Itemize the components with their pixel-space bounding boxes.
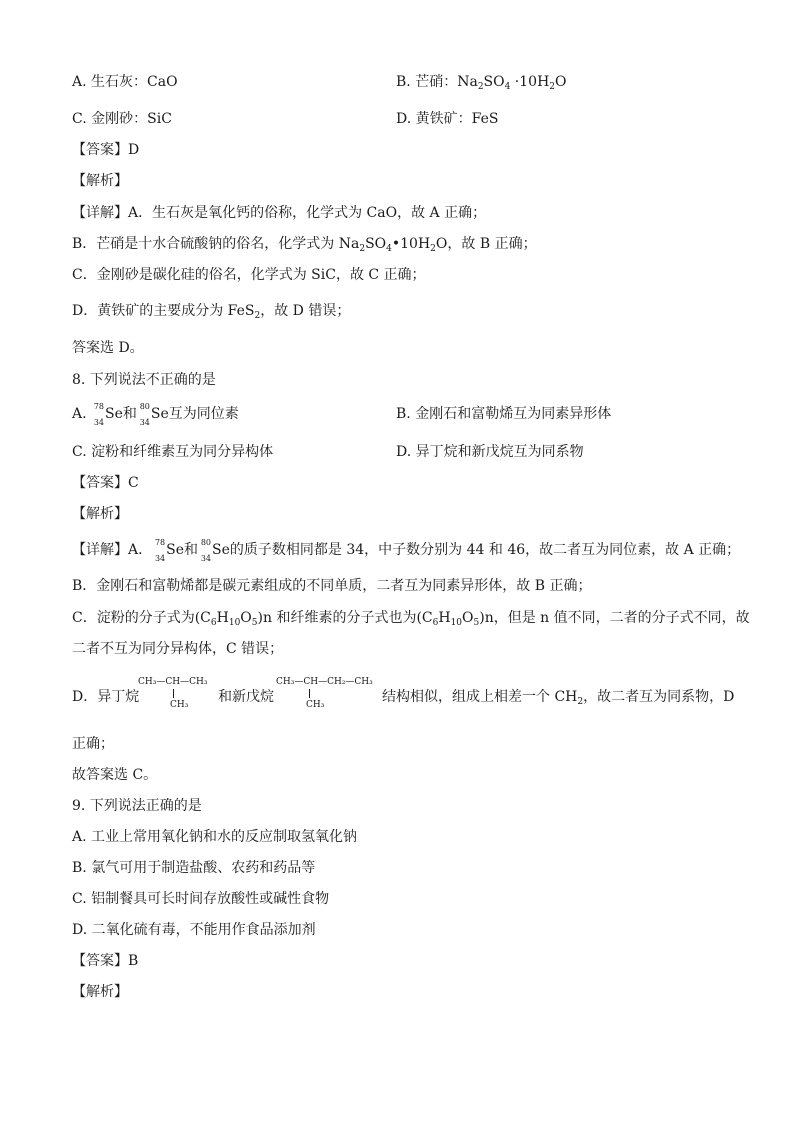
- q8-detail-c-line2: 二者不互为同分异构体，C 错误；: [72, 641, 284, 657]
- q7-option-c: C. 金刚砂：SiC: [72, 111, 172, 127]
- q7-detail-a: 【详解】A．生石灰是氧化钙的俗称，化学式为 CaO，故 A 正确；: [72, 205, 487, 221]
- q7-option-d: D. 黄铁矿：FeS: [396, 111, 499, 127]
- isotope-notation: 78 34: [154, 538, 166, 563]
- q9-analysis-heading: 【解析】: [72, 984, 128, 1000]
- q8-detail-d-rest: 结构相似，组成上相差一个 $CH_2$，故二者互为同系物，D: [382, 689, 735, 707]
- q9-option-a: A. 工业上常用氧化钠和水的反应制取氢氧化钠: [72, 829, 358, 845]
- q8-option-a: A. 78 34 Se和 80 34 Se互为同位素: [72, 402, 239, 427]
- q9-stem: 9. 下列说法正确的是: [72, 798, 202, 814]
- q8-detail-d-mid: 和新戊烷: [218, 689, 274, 705]
- q9-answer: 【答案】B: [72, 953, 139, 969]
- q8-detail-d-label: D．异丁烷: [72, 689, 140, 705]
- q8-analysis-heading: 【解析】: [72, 506, 128, 522]
- q7-conclusion: 答案选 D。: [72, 340, 144, 356]
- q7-option-b: B. 芒硝：$Na_2SO_4 \cdot 10H_2O$: [396, 74, 567, 92]
- q9-option-b: B. 氯气可用于制造盐酸、农药和药品等: [72, 860, 316, 876]
- q8-option-c: C. 淀粉和纤维素互为同分异构体: [72, 444, 274, 460]
- q8-answer: 【答案】C: [72, 475, 139, 491]
- q8-option-b: B. 金刚石和富勒烯互为同素异形体: [396, 406, 612, 422]
- q7-detail-d: D．黄铁矿的主要成分为 FeS$_2$，故 D 错误；: [72, 303, 351, 321]
- q8-detail-c-line1: C．淀粉的分子式为$(C_6H_{10}O_5)n$ 和纤维素的分子式也为$(C_6H_{10}O_5)n$，但是 n 值不同，二者的分子式不同，故: [72, 610, 750, 628]
- q9-option-d: D. 二氧化硫有毒，不能用作食品添加剂: [72, 922, 316, 938]
- q7-answer: 【答案】D: [72, 142, 140, 158]
- isotope-notation: 80 34: [139, 402, 150, 427]
- q8-detail-a: 【详解】A． 78 34 Se和 80 34 Se的质子数相同都是 34，中子数分别为 44 和 46，故二者互为同位素，故 A 正确；: [72, 538, 741, 563]
- q8-detail-d-line2: 正确；: [72, 736, 114, 752]
- isotope-notation: 78 34: [93, 402, 105, 427]
- isobutane-structure-bottom: CH₃: [170, 700, 189, 710]
- q7-analysis-heading: 【解析】: [72, 173, 128, 189]
- neopentane-bond: [309, 689, 310, 698]
- isobutane-structure-top: CH₃—CH—CH₃: [138, 677, 208, 687]
- q8-option-d: D. 异丁烷和新戊烷互为同系物: [396, 444, 584, 460]
- q8-detail-b: B．金刚石和富勒烯都是碳元素组成的不同单质，二者互为同素异形体，故 B 正确；: [72, 578, 592, 594]
- q9-option-c: C. 铝制餐具可长时间存放酸性或碱性食物: [72, 891, 330, 907]
- q7-option-a: A. 生石灰：CaO: [72, 74, 178, 90]
- neopentane-structure-top: CH₃—CH—CH₂—CH₃: [276, 677, 373, 687]
- isobutane-bond: [173, 689, 174, 698]
- q8-conclusion: 故答案选 C。: [72, 767, 158, 783]
- q8-stem: 8. 下列说法不正确的是: [72, 372, 216, 388]
- q7-detail-b: B．芒硝是十水合硫酸钠的俗名，化学式为 $Na_2SO_4•10H_2O$，故 B 正确；: [72, 236, 537, 254]
- isotope-notation: 80 34: [200, 538, 212, 563]
- neopentane-structure-bottom: CH₃: [306, 700, 325, 710]
- q7-detail-c: C．金刚砂是碳化硅的俗名，化学式为 SiC，故 C 正确；: [72, 267, 426, 283]
